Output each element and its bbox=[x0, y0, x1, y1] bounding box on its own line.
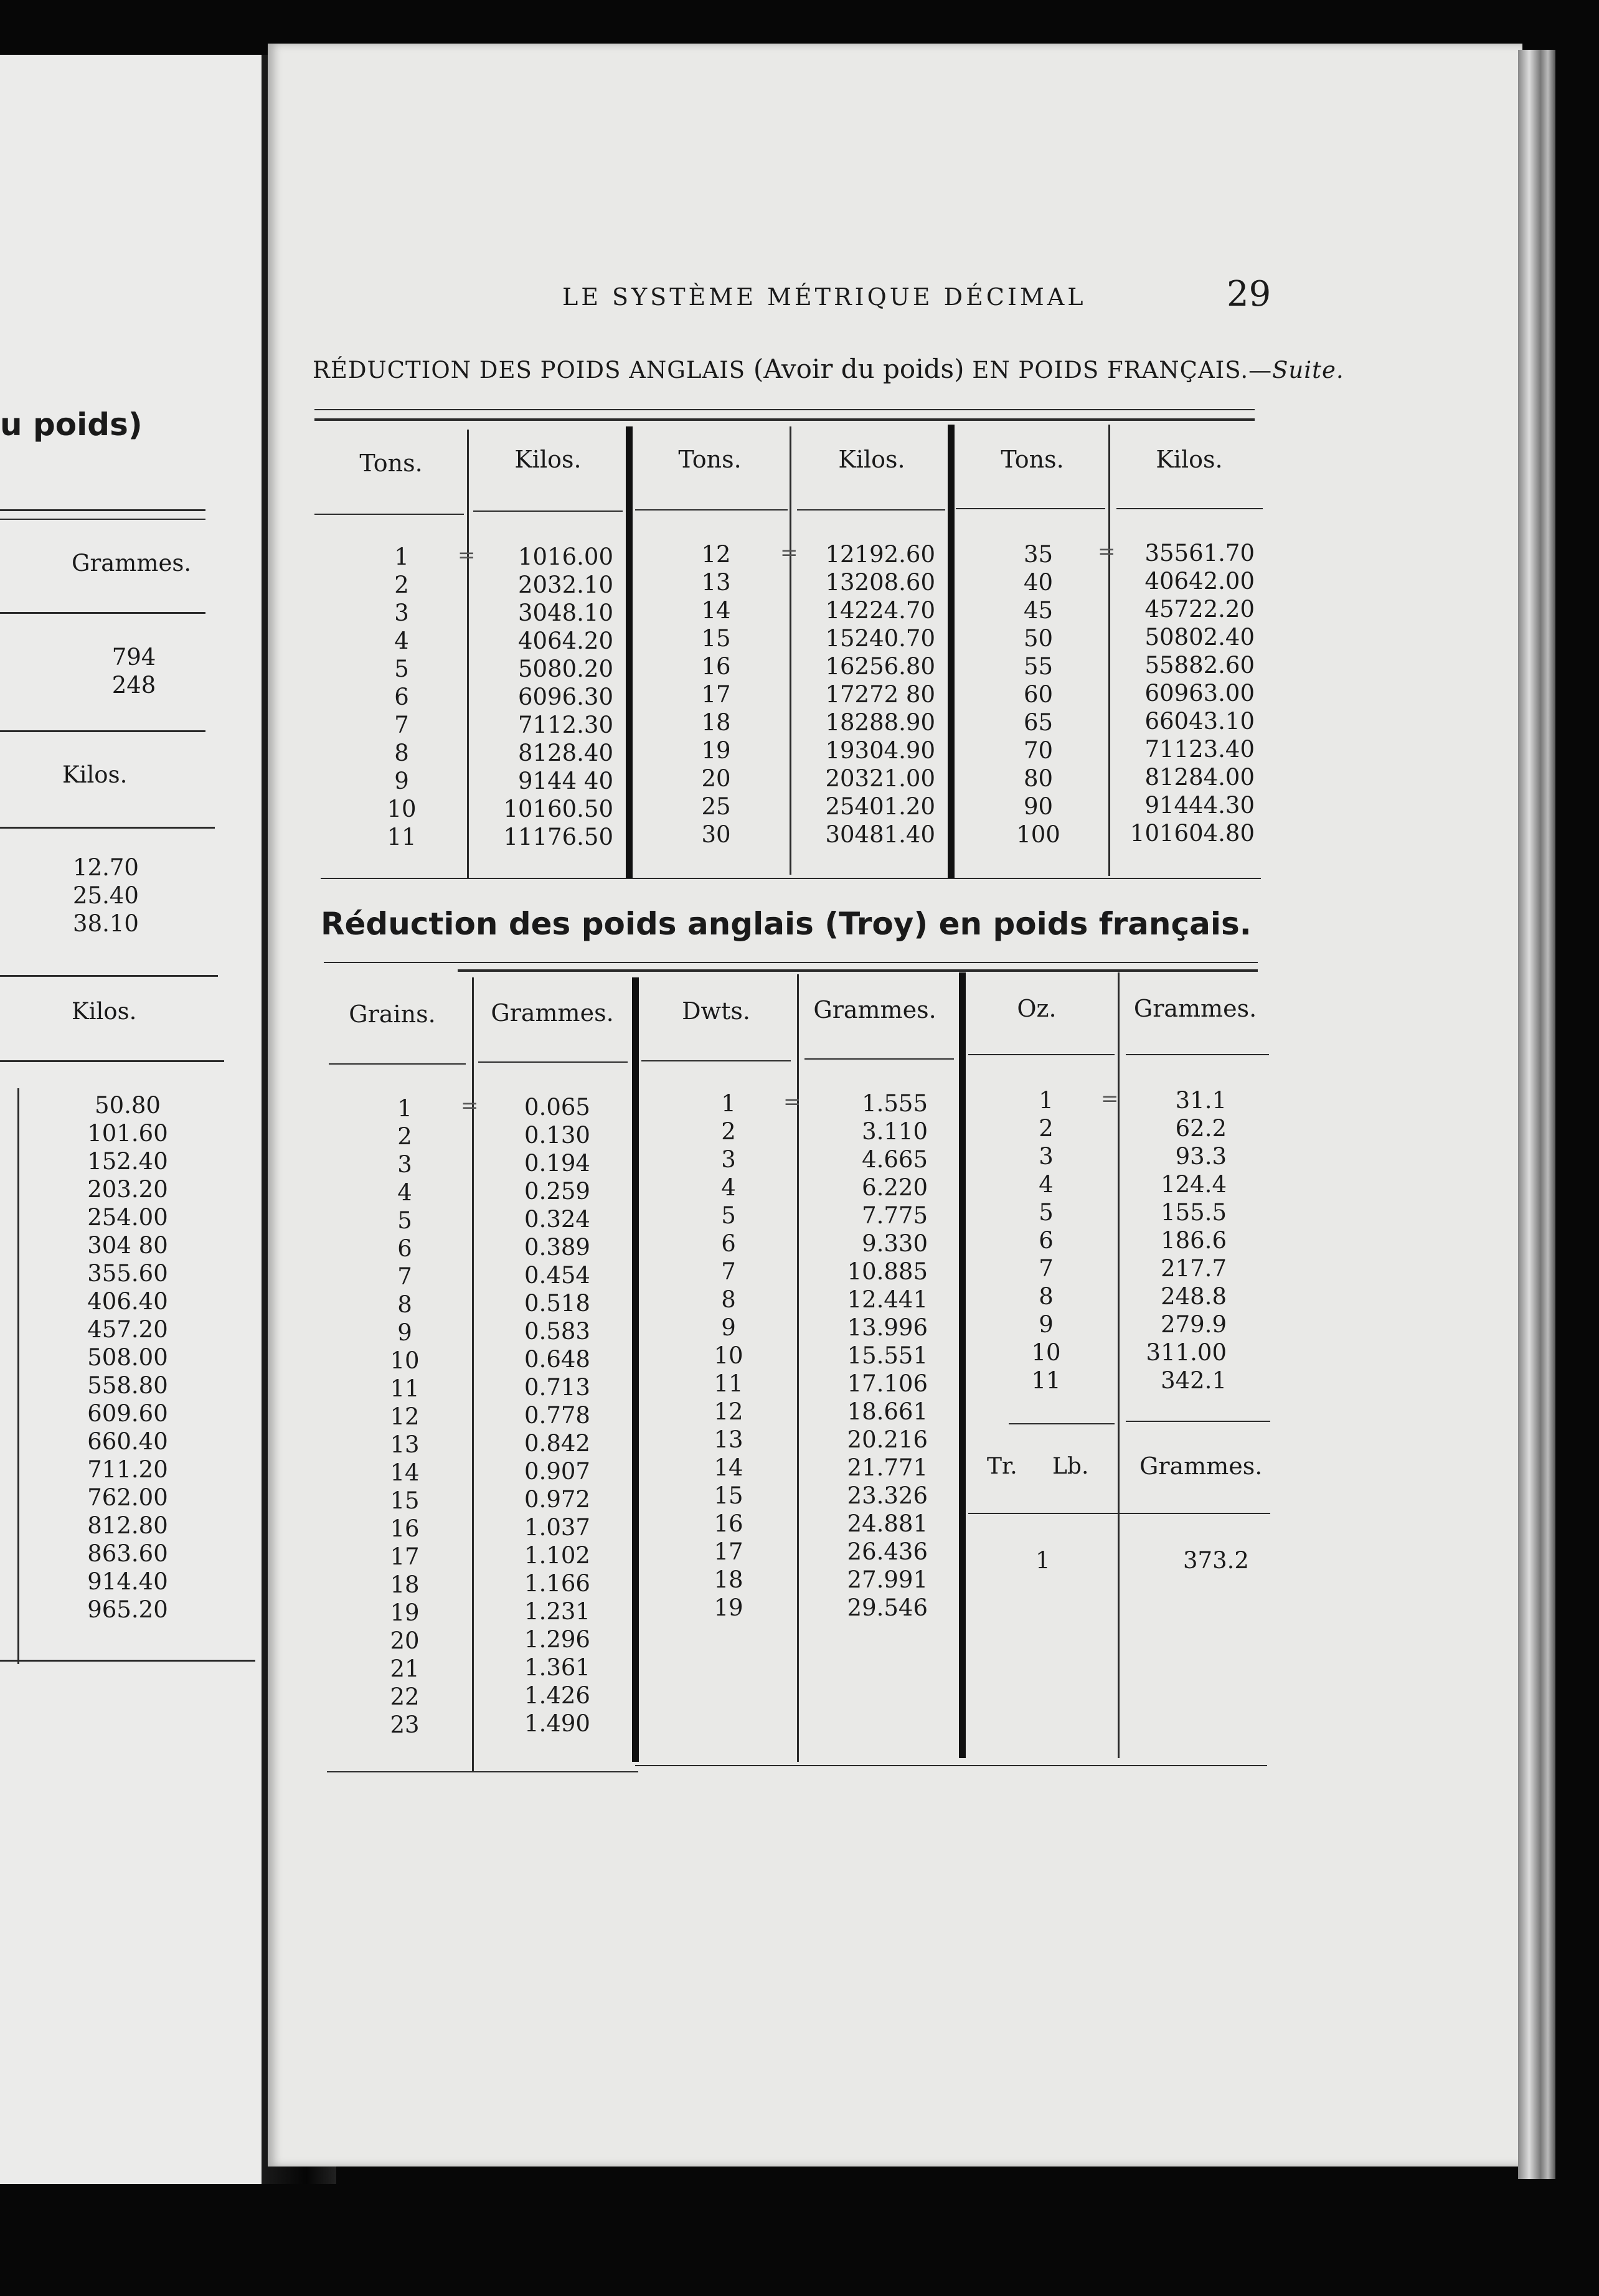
table-cell: 1.102 bbox=[524, 1542, 590, 1569]
tons-column-1 bbox=[377, 543, 427, 851]
table-cell: 12192.60 bbox=[825, 541, 935, 568]
table-cell: 18 bbox=[714, 1566, 743, 1593]
rule bbox=[0, 730, 205, 732]
rule bbox=[0, 827, 215, 829]
table-cell: 25401.20 bbox=[825, 793, 935, 820]
table-cell: 90 bbox=[1023, 793, 1054, 820]
table-cell: 19304.90 bbox=[825, 737, 935, 764]
header-tons-1: Tons. bbox=[359, 449, 423, 477]
table-cell: 45722.20 bbox=[1144, 596, 1255, 623]
table-cell: 14 bbox=[714, 1454, 743, 1481]
page-number: 29 bbox=[1227, 274, 1271, 314]
table-cell: 15.551 bbox=[847, 1342, 928, 1369]
table-cell: 101604.80 bbox=[1130, 820, 1255, 847]
table-cell: 5 bbox=[721, 1202, 736, 1229]
table-cell: 10 bbox=[714, 1342, 743, 1369]
header-tons-3: Tons. bbox=[1001, 446, 1064, 473]
table-cell: 30 bbox=[701, 821, 731, 848]
table-cell: 2 bbox=[397, 1123, 412, 1150]
table-cell: 11176.50 bbox=[503, 824, 613, 850]
table-cell: 13 bbox=[390, 1431, 420, 1458]
table-cell: 1.166 bbox=[524, 1570, 590, 1597]
table-cell: 11 bbox=[390, 1375, 420, 1402]
table-cell: 18 bbox=[390, 1571, 420, 1598]
table-cell: 10.885 bbox=[847, 1258, 928, 1285]
left-page-title-fragment: u poids) bbox=[0, 407, 143, 443]
table-cell: 9 bbox=[1039, 1311, 1054, 1338]
table-cell: 9 bbox=[394, 768, 409, 794]
table-cell: 5 bbox=[397, 1207, 412, 1234]
table-cell: 71123.40 bbox=[1144, 736, 1255, 763]
table-cell: 55 bbox=[1023, 653, 1054, 680]
header-grammes-oz: Grammes. bbox=[1133, 995, 1257, 1022]
rule bbox=[0, 1060, 224, 1062]
table-cell: 1.361 bbox=[524, 1654, 590, 1681]
header-rule bbox=[956, 508, 1105, 509]
header-rule bbox=[635, 509, 788, 510]
table-cell: 16 bbox=[701, 653, 731, 680]
table-cell: 11 bbox=[387, 824, 417, 850]
table-cell: 4 bbox=[1039, 1171, 1054, 1198]
rule bbox=[17, 1088, 19, 1664]
table-cell: 17272 80 bbox=[825, 681, 935, 708]
left-header-grammes: Grammes. bbox=[72, 550, 192, 576]
table-cell: 711.20 bbox=[87, 1456, 168, 1483]
header-rule bbox=[1116, 508, 1263, 509]
table-cell: 1 bbox=[397, 1095, 412, 1122]
table-cell: 40 bbox=[1023, 569, 1054, 596]
table-cell: 11 bbox=[1031, 1367, 1061, 1394]
table-cell: 863.60 bbox=[87, 1540, 168, 1567]
table-cell: 15240.70 bbox=[825, 625, 935, 652]
table-cell: 12.441 bbox=[847, 1286, 928, 1313]
trlb-grammes: 373.2 bbox=[1183, 1547, 1249, 1574]
table-cell: 60963.00 bbox=[1144, 680, 1255, 707]
caption-start: RÉDUCTION DES POIDS ANGLAIS bbox=[313, 357, 746, 383]
rule bbox=[0, 1660, 255, 1662]
table-cell: 55882.60 bbox=[1144, 652, 1255, 679]
table-cell: 17 bbox=[701, 681, 731, 708]
table-cell: 7 bbox=[1039, 1255, 1054, 1282]
header-rule bbox=[1126, 1054, 1269, 1055]
table-cell: 304 80 bbox=[87, 1232, 168, 1259]
table-cell: 21 bbox=[390, 1655, 420, 1682]
table-cell: 660.40 bbox=[87, 1428, 168, 1455]
header-rule bbox=[797, 509, 945, 510]
table-cell: 4.665 bbox=[862, 1146, 928, 1173]
table-cell: 0.583 bbox=[524, 1318, 590, 1345]
sub-rule bbox=[1009, 1423, 1115, 1424]
table-cell: 18288.90 bbox=[825, 709, 935, 736]
table-cell: 14224.70 bbox=[825, 597, 935, 624]
running-head: LE SYSTÈME MÉTRIQUE DÉCIMAL bbox=[562, 283, 1087, 311]
table-cell: 66043.10 bbox=[1144, 708, 1255, 735]
table-cell: 25.40 bbox=[73, 882, 139, 909]
table-cell: 0.972 bbox=[524, 1486, 590, 1513]
equals-sign: = bbox=[461, 1093, 479, 1118]
table-cell: 152.40 bbox=[87, 1148, 168, 1175]
table-cell: 279.9 bbox=[1161, 1311, 1227, 1338]
table-cell: 4 bbox=[721, 1174, 736, 1201]
table-cell: 17 bbox=[714, 1538, 743, 1565]
table-cell: 4 bbox=[394, 628, 409, 654]
table-cell: 20321.00 bbox=[825, 765, 935, 792]
table-cell: 0.194 bbox=[524, 1150, 590, 1177]
column-rule-thick bbox=[632, 977, 639, 1762]
column-rule-thick bbox=[959, 972, 966, 1758]
table-bottom-rule bbox=[327, 1771, 638, 1772]
table-cell: 24.881 bbox=[847, 1510, 928, 1537]
equals-sign: = bbox=[1098, 539, 1116, 564]
table-cell: 812.80 bbox=[87, 1512, 168, 1539]
table-cell: 155.5 bbox=[1161, 1199, 1227, 1226]
table-cell: 1016.00 bbox=[517, 543, 613, 570]
table-cell: 17 bbox=[390, 1543, 420, 1570]
table-cell: 0.130 bbox=[524, 1122, 590, 1149]
table-cell: 14 bbox=[390, 1459, 420, 1486]
table-bottom-rule bbox=[635, 1765, 1267, 1766]
table-cell: 8128.40 bbox=[517, 740, 613, 766]
table-cell: 29.546 bbox=[847, 1594, 928, 1621]
table-cell: 13208.60 bbox=[825, 569, 935, 596]
table-cell: 914.40 bbox=[87, 1568, 168, 1595]
page-edge bbox=[1518, 50, 1555, 2179]
table-cell: 794 bbox=[111, 644, 156, 670]
table-cell: 50 bbox=[1023, 625, 1054, 652]
header-grains: Grains. bbox=[349, 1000, 436, 1028]
table-cell: 0.389 bbox=[524, 1234, 590, 1261]
header-dwts: Dwts. bbox=[682, 997, 750, 1025]
table-cell: 311.00 bbox=[1146, 1339, 1227, 1366]
table-cell: 5 bbox=[394, 656, 409, 682]
table-cell: 22 bbox=[390, 1683, 420, 1710]
table-cell: 4064.20 bbox=[517, 628, 613, 654]
table-cell: 5 bbox=[1039, 1199, 1054, 1226]
table-cell: 0.842 bbox=[524, 1430, 590, 1457]
table-cell: 2 bbox=[721, 1118, 736, 1145]
table-cell: 20 bbox=[701, 765, 731, 792]
table-cell: 8 bbox=[397, 1291, 412, 1318]
dwts-column bbox=[704, 1089, 753, 1622]
table-cell: 9 bbox=[397, 1319, 412, 1346]
table-top-rule bbox=[314, 418, 1255, 421]
oz-grammes-column bbox=[1146, 1086, 1227, 1395]
table-cell: 8 bbox=[394, 740, 409, 766]
table-cell: 25 bbox=[701, 793, 731, 820]
table-cell: 18.661 bbox=[847, 1398, 928, 1425]
table-cell: 965.20 bbox=[87, 1596, 168, 1623]
table-cell: 186.6 bbox=[1161, 1227, 1227, 1254]
table-cell: 2 bbox=[1039, 1115, 1054, 1142]
header-kilos-1: Kilos. bbox=[514, 446, 582, 473]
table-cell: 5080.20 bbox=[517, 656, 613, 682]
equals-sign: = bbox=[780, 540, 798, 565]
table-cell: 15 bbox=[714, 1482, 743, 1509]
table-cell: 12 bbox=[701, 541, 731, 568]
table-cell: 70 bbox=[1023, 737, 1054, 764]
column-rule-thick bbox=[626, 426, 633, 878]
avoirdupois-caption bbox=[313, 354, 1344, 384]
table-cell: 254.00 bbox=[87, 1204, 168, 1231]
table-cell: 1 bbox=[1039, 1087, 1054, 1114]
table-cell: 100 bbox=[1016, 821, 1060, 848]
trlb-value: 1 bbox=[1035, 1547, 1050, 1574]
table-cell: 27.991 bbox=[847, 1566, 928, 1593]
table-cell: 30481.40 bbox=[825, 821, 935, 848]
table-cell: 3 bbox=[721, 1146, 736, 1173]
table-cell: 10 bbox=[390, 1347, 420, 1374]
table-cell: 0.713 bbox=[524, 1374, 590, 1401]
grains-column bbox=[380, 1094, 430, 1739]
table-cell: 6.220 bbox=[862, 1174, 928, 1201]
table-cell: 13 bbox=[701, 569, 731, 596]
equals-sign: = bbox=[458, 543, 476, 568]
table-cell: 7 bbox=[397, 1263, 412, 1290]
equals-sign: = bbox=[1101, 1086, 1119, 1111]
table-top-rule bbox=[324, 962, 1258, 963]
table-cell: 12 bbox=[714, 1398, 743, 1425]
dwts-grammes-column bbox=[828, 1089, 928, 1622]
header-grammes-trlb: Grammes. bbox=[1139, 1452, 1263, 1480]
table-cell: 38.10 bbox=[73, 910, 139, 937]
rule bbox=[0, 519, 205, 520]
kilos-column-2 bbox=[804, 540, 935, 849]
table-cell: 457.20 bbox=[87, 1316, 168, 1343]
table-cell: 10 bbox=[387, 796, 417, 822]
table-cell: 35 bbox=[1023, 541, 1054, 568]
rule bbox=[0, 612, 205, 614]
table-cell: 91444.30 bbox=[1144, 792, 1255, 819]
table-cell: 12 bbox=[390, 1403, 420, 1430]
header-tr: Tr. bbox=[987, 1454, 1017, 1479]
table-cell: 0.518 bbox=[524, 1290, 590, 1317]
table-cell: 0.778 bbox=[524, 1402, 590, 1429]
rule bbox=[0, 509, 205, 511]
header-grammes-dwts: Grammes. bbox=[813, 996, 936, 1023]
table-cell: 1 bbox=[721, 1090, 736, 1117]
tons-column-2 bbox=[691, 540, 741, 849]
table-cell: 65 bbox=[1023, 709, 1054, 736]
table-cell: 13.996 bbox=[847, 1314, 928, 1341]
header-rule bbox=[641, 1060, 791, 1061]
table-top-rule bbox=[314, 409, 1255, 410]
table-cell: 248.8 bbox=[1161, 1283, 1227, 1310]
table-cell: 355.60 bbox=[87, 1260, 168, 1287]
table-cell: 20 bbox=[390, 1627, 420, 1654]
table-cell: 50802.40 bbox=[1144, 624, 1255, 651]
table-cell: 1.231 bbox=[524, 1598, 590, 1625]
left-kilos-column-1 bbox=[65, 854, 146, 938]
table-cell: 6 bbox=[1039, 1227, 1054, 1254]
left-header-kilos-2: Kilos. bbox=[72, 998, 137, 1025]
left-header-kilos-1: Kilos. bbox=[62, 761, 128, 788]
table-cell: 7 bbox=[721, 1258, 736, 1285]
table-cell: 15 bbox=[701, 625, 731, 652]
table-cell: 35561.70 bbox=[1144, 540, 1255, 567]
table-cell: 23.326 bbox=[847, 1482, 928, 1509]
table-cell: 16 bbox=[390, 1515, 420, 1542]
table-cell: 2032.10 bbox=[517, 572, 613, 598]
header-lb: Lb. bbox=[1052, 1454, 1089, 1479]
table-cell: 1 bbox=[394, 543, 409, 570]
rule bbox=[0, 975, 218, 977]
table-cell: 1.555 bbox=[862, 1090, 928, 1117]
caption-end: EN POIDS FRANÇAIS.— bbox=[972, 357, 1273, 383]
table-cell: 6 bbox=[721, 1230, 736, 1257]
equals-sign: = bbox=[783, 1089, 801, 1114]
table-cell: 558.80 bbox=[87, 1372, 168, 1399]
left-grammes-column bbox=[106, 643, 162, 699]
table-cell: 80 bbox=[1023, 765, 1054, 792]
tons-column-3 bbox=[1012, 540, 1065, 849]
header-tons-2: Tons. bbox=[678, 446, 742, 473]
header-kilos-3: Kilos. bbox=[1156, 446, 1223, 473]
table-cell: 248 bbox=[111, 672, 156, 699]
kilos-column-1 bbox=[486, 543, 613, 851]
table-cell: 6096.30 bbox=[517, 684, 613, 710]
table-cell: 7.775 bbox=[862, 1202, 928, 1229]
caption-suite: Suite. bbox=[1272, 357, 1344, 383]
table-cell: 40642.00 bbox=[1144, 568, 1255, 595]
table-cell: 0.259 bbox=[524, 1178, 590, 1205]
table-cell: 19 bbox=[701, 737, 731, 764]
table-cell: 124.4 bbox=[1161, 1171, 1227, 1198]
table-cell: 9144 40 bbox=[517, 768, 613, 794]
table-cell: 3.110 bbox=[862, 1118, 928, 1145]
table-cell: 19 bbox=[390, 1599, 420, 1626]
header-oz: Oz. bbox=[1017, 995, 1057, 1022]
table-cell: 12.70 bbox=[73, 854, 139, 881]
table-cell: 10160.50 bbox=[503, 796, 613, 822]
table-cell: 9 bbox=[721, 1314, 736, 1341]
header-grammes-grains: Grammes. bbox=[491, 999, 614, 1027]
table-cell: 13 bbox=[714, 1426, 743, 1453]
table-cell: 14 bbox=[701, 597, 731, 624]
column-rule-thick bbox=[948, 425, 955, 878]
grains-grammes-column bbox=[498, 1093, 616, 1738]
table-cell: 16 bbox=[714, 1510, 743, 1537]
column-rule bbox=[790, 426, 791, 875]
table-cell: 60 bbox=[1023, 681, 1054, 708]
table-cell: 101.60 bbox=[87, 1120, 168, 1147]
table-cell: 31.1 bbox=[1175, 1087, 1227, 1114]
header-rule bbox=[478, 1061, 628, 1063]
table-cell: 8 bbox=[721, 1286, 736, 1313]
table-cell: 9.330 bbox=[862, 1230, 928, 1257]
table-cell: 1.037 bbox=[524, 1514, 590, 1541]
table-cell: 0.454 bbox=[524, 1262, 590, 1289]
table-cell: 21.771 bbox=[847, 1454, 928, 1481]
table-cell: 406.40 bbox=[87, 1288, 168, 1315]
table-cell: 93.3 bbox=[1175, 1143, 1227, 1170]
left-kilos-column-2 bbox=[81, 1091, 174, 1624]
troy-caption: Réduction des poids anglais (Troy) en poids français. bbox=[321, 906, 1252, 942]
table-cell: 81284.00 bbox=[1144, 764, 1255, 791]
table-cell: 3 bbox=[1039, 1143, 1054, 1170]
table-cell: 0.907 bbox=[524, 1458, 590, 1485]
table-cell: 2 bbox=[394, 572, 409, 598]
caption-paren: (Avoir du poids) bbox=[753, 354, 965, 384]
table-cell: 7112.30 bbox=[517, 712, 613, 738]
header-rule bbox=[314, 514, 464, 515]
table-cell: 217.7 bbox=[1161, 1255, 1227, 1282]
table-cell: 20.216 bbox=[847, 1426, 928, 1453]
table-top-rule bbox=[458, 969, 1258, 972]
table-cell: 3 bbox=[394, 600, 409, 626]
table-cell: 15 bbox=[390, 1487, 420, 1514]
header-rule bbox=[968, 1054, 1115, 1055]
table-cell: 19 bbox=[714, 1594, 743, 1621]
table-cell: 1.426 bbox=[524, 1682, 590, 1709]
table-cell: 762.00 bbox=[87, 1484, 168, 1511]
table-cell: 10 bbox=[1031, 1339, 1061, 1366]
table-cell: 7 bbox=[394, 712, 409, 738]
table-cell: 0.648 bbox=[524, 1346, 590, 1373]
left-facing-page bbox=[0, 55, 300, 2184]
sub-rule bbox=[968, 1513, 1270, 1514]
table-cell: 3 bbox=[397, 1151, 412, 1178]
table-cell: 18 bbox=[701, 709, 731, 736]
header-rule bbox=[804, 1058, 954, 1060]
table-cell: 4 bbox=[397, 1179, 412, 1206]
table-cell: 6 bbox=[394, 684, 409, 710]
table-cell: 508.00 bbox=[87, 1344, 168, 1371]
table-cell: 23 bbox=[390, 1711, 420, 1738]
header-kilos-2: Kilos. bbox=[838, 446, 905, 473]
sub-rule bbox=[1126, 1421, 1270, 1422]
table-cell: 0.065 bbox=[524, 1094, 590, 1121]
table-cell: 342.1 bbox=[1161, 1367, 1227, 1394]
oz-column bbox=[1021, 1086, 1071, 1395]
table-cell: 45 bbox=[1023, 597, 1054, 624]
table-cell: 6 bbox=[397, 1235, 412, 1262]
table-cell: 11 bbox=[714, 1370, 743, 1397]
table-cell: 609.60 bbox=[87, 1400, 168, 1427]
table-cell: 0.324 bbox=[524, 1206, 590, 1233]
header-rule bbox=[329, 1063, 466, 1065]
table-cell: 203.20 bbox=[87, 1176, 168, 1203]
kilos-column-3 bbox=[1121, 539, 1255, 847]
table-cell: 17.106 bbox=[847, 1370, 928, 1397]
table-cell: 3048.10 bbox=[517, 600, 613, 626]
table-cell: 26.436 bbox=[847, 1538, 928, 1565]
table-cell: 16256.80 bbox=[825, 653, 935, 680]
column-rule bbox=[1108, 425, 1110, 876]
table-cell: 8 bbox=[1039, 1283, 1054, 1310]
column-rule bbox=[467, 430, 469, 878]
table-cell: 1.296 bbox=[524, 1626, 590, 1653]
table-bottom-rule bbox=[321, 878, 1261, 879]
header-rule bbox=[473, 510, 623, 512]
table-cell: 1.490 bbox=[524, 1710, 590, 1737]
table-cell: 62.2 bbox=[1175, 1115, 1227, 1142]
table-cell: 50.80 bbox=[95, 1092, 161, 1119]
